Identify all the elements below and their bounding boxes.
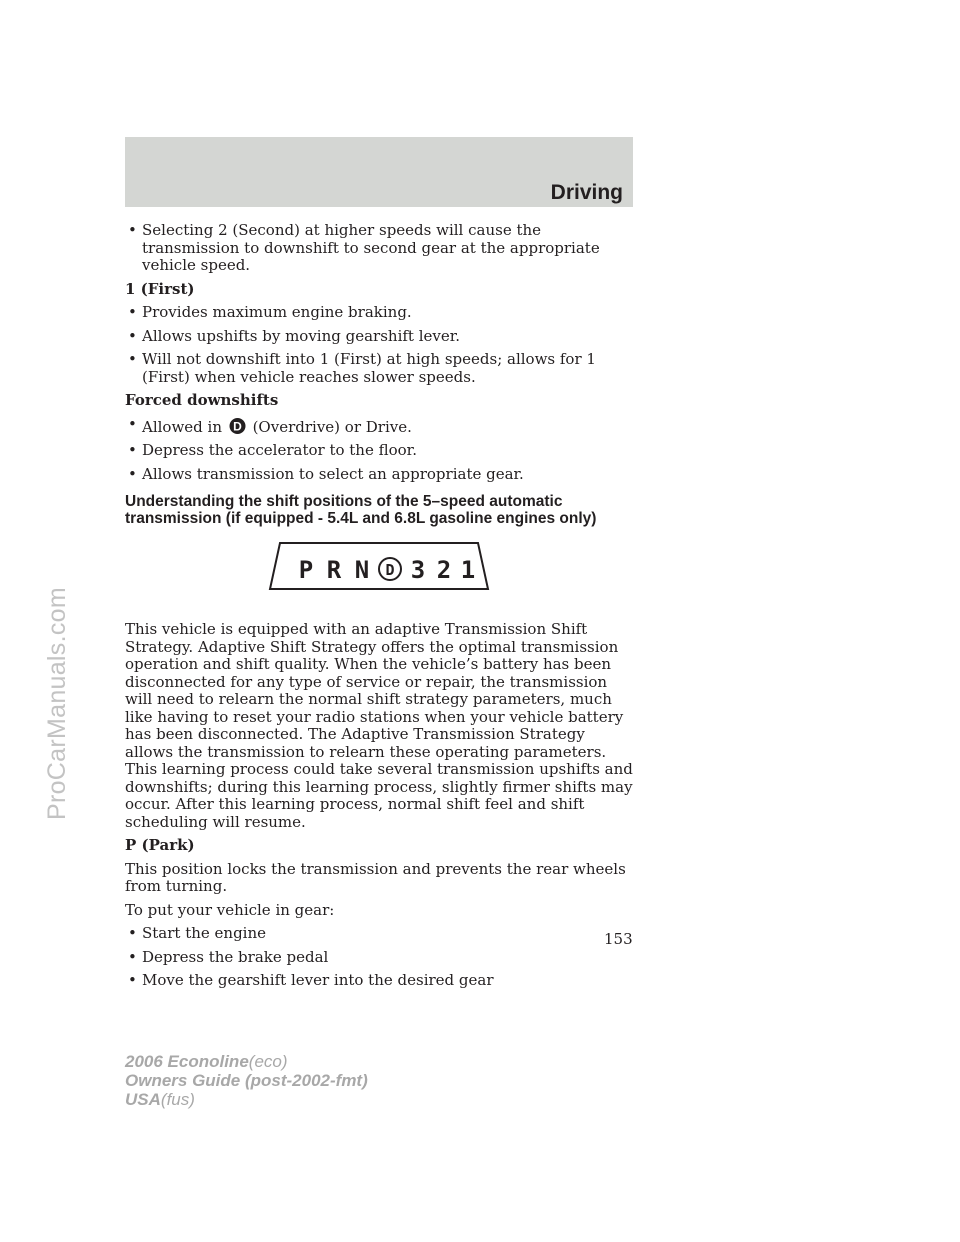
first-gear-heading: 1 (First) xyxy=(125,279,195,298)
chapter-title: Driving xyxy=(550,181,623,204)
gear-3: 3 xyxy=(410,556,426,584)
gear-position-indicator xyxy=(268,541,490,591)
gear-intro-text: To put your vehicle in gear: xyxy=(125,900,335,919)
gear-1: 1 xyxy=(460,556,476,584)
list-item: • Allows transmission to select an appropriate gear. xyxy=(128,464,524,483)
gear-r: R xyxy=(326,556,342,584)
list-item: • Provides maximum engine braking. xyxy=(128,303,412,321)
list-item: • Will not downshift into 1 (First) at high speeds; allows for 1 (First) when vehicle reaches slower speeds. xyxy=(128,350,596,386)
gear-2: 2 xyxy=(436,556,452,584)
gear-n: N xyxy=(354,556,370,584)
gear-d: D xyxy=(385,561,395,579)
page-content xyxy=(125,222,635,996)
list-item: • Selecting 2 (Second) at higher speeds will cause the transmission to downshift to second gear at the appropriate vehicle speed. xyxy=(128,221,600,274)
chapter-header-band xyxy=(125,137,633,207)
list-item: • Allows upshifts by moving gearshift lever. xyxy=(128,326,461,345)
list-item: • Allowed in D (Overdrive) or Drive. xyxy=(128,414,412,436)
list-item: • Depress the brake pedal xyxy=(128,947,329,966)
list-item: • Start the engine xyxy=(128,924,267,942)
list-item: • Depress the accelerator to the floor. xyxy=(128,441,417,459)
overdrive-icon xyxy=(229,416,246,436)
adaptive-strategy-paragraph: This vehicle is equipped with an adaptive Transmission Shift Strategy. Adaptive Shift Strategy offers the optimal transmission operation and shift quality. When the vehicle’s battery has been disconnected for any type of service or repair, the transmission will need to relearn the normal shift strategy parameters, much like having to reset your radio stations when your vehicle battery has been disconnected. The Adaptive Transmission Strategy allows the transmission to relearn these operating parameters. This learning process could take several transmission upshifts and downshifts; during this learning process, slightly firmer shifts may occur. After this learning process, normal shift feel and shift scheduling will resume. xyxy=(125,620,633,831)
park-paragraph: This position locks the transmission and prevents the rear wheels from turning. xyxy=(125,859,626,895)
gear-p: P xyxy=(298,556,314,584)
svg-text:D: D xyxy=(232,418,242,433)
five-speed-section-heading: Understanding the shift positions of the 5–speed automatic transmission (if equipped - 5.4L and 6.8L gasoline engines only) xyxy=(125,493,597,527)
watermark: ProCarManuals.com xyxy=(43,587,71,820)
page-number: 153 xyxy=(604,930,633,948)
forced-downshifts-heading: Forced downshifts xyxy=(125,391,279,409)
document-footer: 2006 Econoline(eco) Owners Guide (post-2002-fmt) USA(fus) xyxy=(125,1052,368,1109)
list-item: • Move the gearshift lever into the desired gear xyxy=(128,971,494,989)
park-heading: P (Park) xyxy=(125,836,195,854)
